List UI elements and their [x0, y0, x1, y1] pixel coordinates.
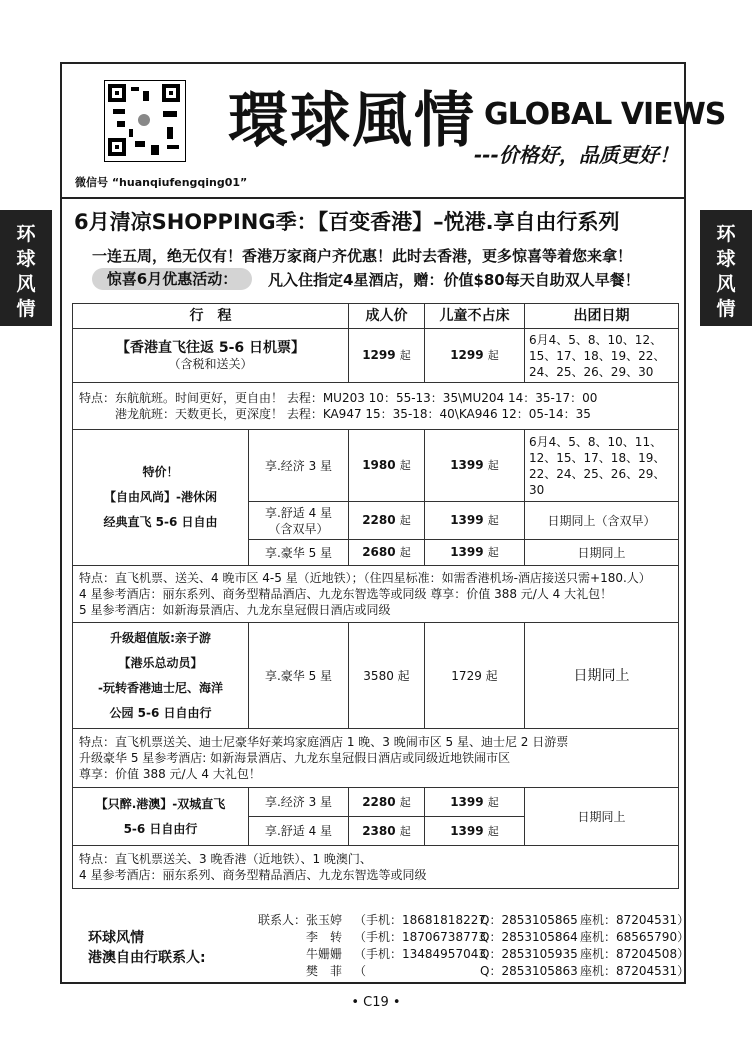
child-price: 1399 起 [425, 430, 525, 502]
features-row [73, 846, 679, 889]
adult-price: 3580 起 [349, 623, 425, 729]
features: 特点：直飞机票送关、3 晚香港（近地铁）、1 晚澳门、 4 星参考酒店：丽东系列、商务型精品酒店、九龙东智选等或同级 [73, 846, 679, 889]
departure-dates: 日期同上 [525, 623, 679, 729]
col-header-dates: 出团日期 [525, 304, 679, 329]
side-tab-char: 情 [716, 298, 736, 320]
promo-pill: 惊喜6月优惠活动： [92, 268, 252, 290]
features-row [73, 729, 679, 788]
features: 特点：直飞机票送关、迪士尼豪华好莱坞家庭酒店 1 晚、3 晚闹市区 5 星、迪士尼 2 日游票 升级豪华 5 星参考酒店: 如新海景酒店、九龙东皇冠假日酒店或同级近地铁闹市区 尊享：价值 388 元/人 4 大礼包！ [73, 729, 679, 788]
product-name: 特价！ 【自由风尚】-港休闲 经典直飞 5-6 日自由 [73, 430, 249, 566]
table-row [73, 329, 679, 383]
child-price: 1399 起 [425, 540, 525, 566]
brand-logo-cn: 環球風情 [228, 86, 476, 156]
adult-price: 2680 起 [349, 540, 425, 566]
side-tab-char: 环 [16, 223, 36, 245]
child-price: 1729 起 [425, 623, 525, 729]
product-name: 【只醉.港澳】-双城直飞 5-6 日自由行 [73, 788, 249, 846]
hotel-grade: 享.经济 3 星 [249, 430, 349, 502]
side-tab-right [700, 210, 752, 326]
hotel-grade: 享.豪华 5 星 [249, 540, 349, 566]
slogan: ---价格好，品质更好！ [474, 143, 679, 167]
hotel-grade: 享.舒适 4 星 [249, 817, 349, 846]
child-price: 1399 起 [425, 817, 525, 846]
departure-dates: 日期同上 [525, 540, 679, 566]
page-title: 6月清凉SHOPPING季：【百变香港】–悦港.享自由行系列 [74, 210, 620, 234]
side-tab-char: 风 [716, 273, 736, 295]
table-row [73, 430, 679, 502]
table-row [73, 788, 679, 817]
features: 特点：东航航班。时间更好，更自由！ 去程：MU203 10：55-13：35\MU204 14：35-17：00 港龙航班：天数更长，更深度！ 去程：KA947 15：35-18：40\KA946 12：05-14：35 [73, 383, 679, 430]
hotel-grade: 享.舒适 4 星 （含双早） [249, 502, 349, 540]
col-header-itinerary: 行 程 [73, 304, 349, 329]
side-tab-char: 球 [716, 248, 736, 270]
child-price: 1399 起 [425, 502, 525, 540]
adult-price: 2280 起 [349, 788, 425, 817]
departure-dates: 6月4、5、8、10、11、 12、15、17、18、19、 22、24、25、26、29、 30 [525, 430, 679, 502]
child-price: 1299 起 [425, 329, 525, 383]
hotel-grade: 享.经济 3 星 [249, 788, 349, 817]
adult-price: 1980 起 [349, 430, 425, 502]
brand-logo-en: GLOBAL VIEWS [484, 97, 726, 132]
adult-price: 2380 起 [349, 817, 425, 846]
departure-dates: 6月4、5、8、10、12、 15、17、18、19、22、 24、25、26、29、30 [525, 329, 679, 383]
side-tab-char: 球 [16, 248, 36, 270]
itinerary-table [72, 303, 679, 889]
table-row [73, 623, 679, 729]
product-name [73, 329, 349, 383]
features-row [73, 383, 679, 430]
contact-title: 环球风情 港澳自由行联系人: [88, 930, 206, 966]
table-header-row [73, 304, 679, 329]
features: 特点：直飞机票、送关、4 晚市区 4-5 星（近地铁）；（住四星标准：如需香港机场-酒店接送只需+180.人） 4 星参考酒店：丽东系列、商务型精品酒店、九龙东智选等或同级 尊享：价值 388 元/人 4 大礼包！ 5 星参考酒店：如新海景酒店、九龙东皇冠假日酒店或同级 [73, 566, 679, 623]
promo-line: 一连五周，绝无仅有！香港万家商户齐优惠！此时去香港，更多惊喜等着您来拿！ [92, 247, 633, 265]
divider [62, 197, 684, 199]
hotel-grade: 享.豪华 5 星 [249, 623, 349, 729]
adult-price: 2280 起 [349, 502, 425, 540]
side-tab-char: 情 [16, 298, 36, 320]
qr-code-icon [104, 80, 186, 162]
side-tab-char: 风 [16, 273, 36, 295]
departure-dates: 日期同上 [525, 788, 679, 846]
side-tab-char: 环 [716, 223, 736, 245]
promo-offer: 凡入住指定4星酒店，赠：价值$80每天自助双人早餐！ [268, 271, 640, 289]
side-tab-left [0, 210, 52, 326]
features-row [73, 566, 679, 623]
col-header-child: 儿童不占床 [425, 304, 525, 329]
child-price: 1399 起 [425, 788, 525, 817]
departure-dates: 日期同上（含双早） [525, 502, 679, 540]
product-name: 升级超值版:亲子游 【港乐总动员】 -玩转香港迪士尼、海洋 公园 5-6 日自由行 [73, 623, 249, 729]
wechat-id: 微信号 “huanqiufengqing01” [75, 176, 248, 189]
col-header-adult: 成人价 [349, 304, 425, 329]
product-subtitle: （含税和送关） [168, 356, 253, 371]
product-title: 【香港直飞往返 5-6 日机票】 [115, 339, 306, 356]
adult-price: 1299 起 [349, 329, 425, 383]
page-number: • C19 • [351, 995, 401, 1010]
